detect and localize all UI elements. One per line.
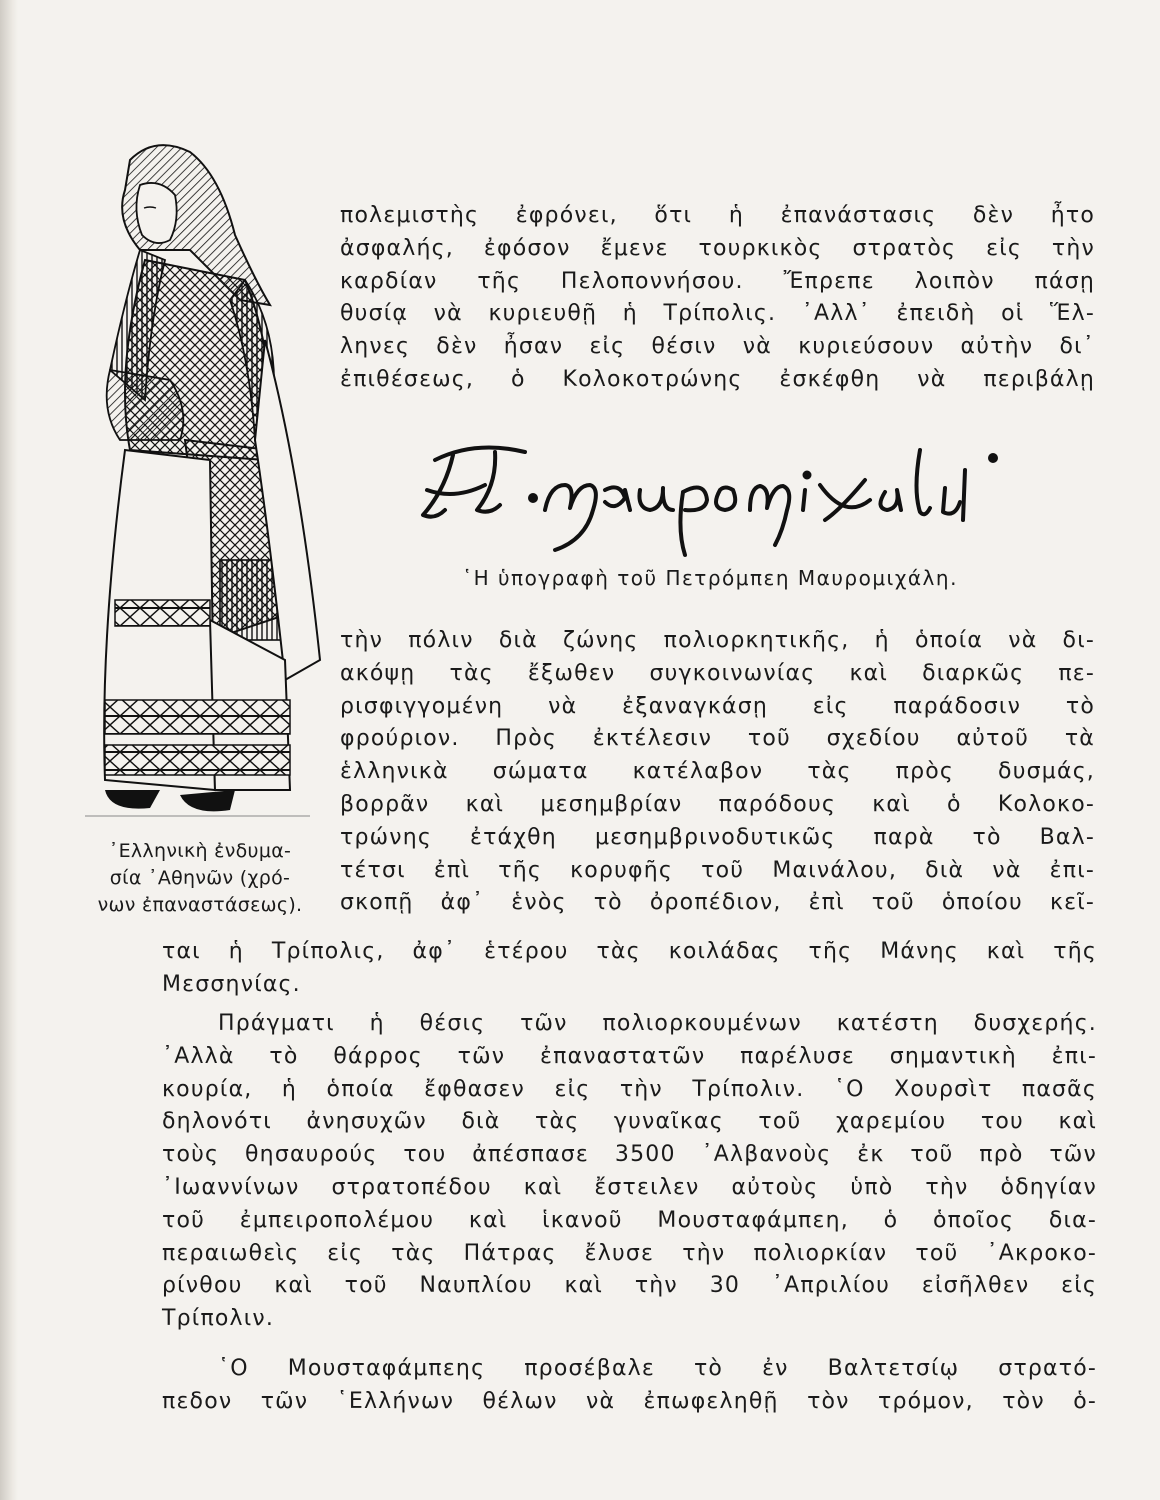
text-line: ληνες δὲν ἦσαν εἰς θέσιν νὰ κυριεύσουν αὐτὴν δι᾿ bbox=[340, 334, 1095, 360]
text-line: σκοπῇ ἀφ᾿ ἑνὸς τὸ ὀροπέδιον, ἐπὶ τοῦ ὁποίου κεῖ- bbox=[340, 890, 1095, 916]
text-line: Πράγματι ἡ θέσις τῶν πολιορκουμένων κατέστη δυσχερής. bbox=[218, 1011, 1097, 1036]
text-line: ᾿Αλλὰ τὸ θάρρος τῶν ἐπαναστατῶν παρέλυσε σημαντικὴ ἐπι- bbox=[162, 1043, 1097, 1069]
page-binding-edge bbox=[0, 0, 18, 1500]
text-line: πολεμιστὴς ἐφρόνει, ὅτι ἡ ἐπανάστασις δὲν ἦτο bbox=[340, 203, 1095, 228]
text-line: ακόψῃ τὰς ἔξωθεν συγκοινωνίας καὶ διαρκῶς πε- bbox=[340, 660, 1095, 686]
caption-line: νων ἐπαναστάσεως). bbox=[97, 894, 303, 916]
text-line: τρώνης ἐτάχθη μεσημβρινοδυτικῶς παρὰ τὸ Βαλ- bbox=[340, 824, 1095, 850]
text-line: Τρίπολιν. bbox=[162, 1306, 275, 1332]
text-line: δηλονότι ἀνησυχῶν διὰ τὰς γυναῖκας τοῦ χαρεμίου του καὶ bbox=[162, 1109, 1097, 1135]
text-line: πεδον τῶν ῾Ελλήνων θέλων νὰ ἐπωφεληθῇ τὸν τρόμον, τὸν ὁ- bbox=[162, 1388, 1097, 1414]
text-line: τοὺς θησαυρούς του ἀπέσπασε 3500 ᾿Αλβανοὺς ἐκ τοῦ πρὸ τῶν bbox=[162, 1142, 1097, 1168]
text-line: θυσίᾳ νὰ κυριευθῇ ἡ Τρίπολις. ᾿Αλλ᾿ ἐπειδὴ οἱ Ἕλ- bbox=[340, 301, 1095, 327]
costume-illustration bbox=[70, 140, 330, 830]
text-line: ῾Ο Μουσταφάμπεης προσέβαλε τὸ ἐν Βαλτετσίῳ στρατό- bbox=[218, 1356, 1097, 1381]
text-line: ρισφιγγομένη νὰ ἐξαναγκάσῃ εἰς παράδοσιν τὸ bbox=[340, 693, 1095, 719]
text-line: φρούριον. Πρὸς ἐκτέλεσιν τοῦ σχεδίου αὐτοῦ τὰ bbox=[340, 726, 1095, 752]
text-line: ται ἡ Τρίπολις, ἀφ᾿ ἑτέρου τὰς κοιλάδας τῆς Μάνης καὶ τῆς bbox=[162, 939, 1097, 964]
woman-costume-drawing bbox=[70, 140, 330, 830]
text-line: περαιωθεὶς εἰς τὰς Πάτρας ἔλυσε τὴν πολιορκίαν τοῦ ᾿Ακροκο- bbox=[162, 1240, 1097, 1266]
caption-line: σία ᾿Αθηνῶν (χρό- bbox=[109, 867, 291, 889]
text-line: καρδίαν τῆς Πελοποννήσου. Ἔπρεπε λοιπὸν πάσῃ bbox=[340, 268, 1095, 294]
paragraph-top bbox=[340, 200, 1095, 397]
illustration-caption bbox=[70, 838, 330, 919]
text-line: τὴν πόλιν διὰ ζώνης πολιορκητικῆς, ἡ ὁποία νὰ δι- bbox=[340, 628, 1095, 653]
text-line: τοῦ ἐμπειροπολέμου καὶ ἱκανοῦ Μουσταφάμπεη, ὁ ὁποῖος δια- bbox=[162, 1207, 1097, 1233]
caption-line: ᾿Ελληνικὴ ἐνδυμα- bbox=[108, 840, 292, 862]
text-line: κουρία, ἡ ὁποία ἔφθασεν εἰς τὴν Τρίπολιν. ῾Ο Χουρσὶτ πασᾶς bbox=[162, 1076, 1097, 1102]
handwritten-signature bbox=[415, 430, 1015, 560]
signature-image bbox=[415, 430, 1015, 560]
paragraph-full-1 bbox=[162, 936, 1097, 1002]
signature-caption: ῾Η ὑπογραφὴ τοῦ Πετρόμπεη Μαυρομιχάλη. bbox=[462, 566, 958, 590]
text-line: ᾿Ιωαννίνων στρατοπέδου καὶ ἔστειλεν αὐτοὺς ὑπὸ τὴν ὁδηγίαν bbox=[162, 1174, 1097, 1200]
text-line: βορρᾶν καὶ μεσημβρίαν παρόδους καὶ ὁ Κολοκο- bbox=[340, 791, 1095, 817]
text-line: ρίνθου καὶ τοῦ Ναυπλίου καὶ τὴν 30 ᾿Απριλίου εἰσῆλθεν εἰς bbox=[162, 1273, 1097, 1299]
text-line: Μεσσηνίας. bbox=[162, 971, 301, 997]
paragraph-mid bbox=[340, 625, 1095, 920]
text-line: ἀσφαλής, ἐφόσον ἔμενε τουρκικὸς στρατὸς εἰς τὴν bbox=[340, 235, 1095, 261]
text-line: ἐπιθέσεως, ὁ Κολοκοτρώνης ἐσκέφθη νὰ περιβάλῃ bbox=[340, 366, 1095, 392]
text-line: τέτσι ἐπὶ τῆς κορυφῆς τοῦ Μαινάλου, διὰ νὰ ἐπι- bbox=[340, 857, 1095, 883]
paragraph-full-2 bbox=[162, 1008, 1097, 1336]
text-line: ἑλληνικὰ σώματα κατέλαβον τὰς πρὸς δυσμάς, bbox=[340, 759, 1095, 785]
paragraph-full-3 bbox=[162, 1353, 1097, 1419]
